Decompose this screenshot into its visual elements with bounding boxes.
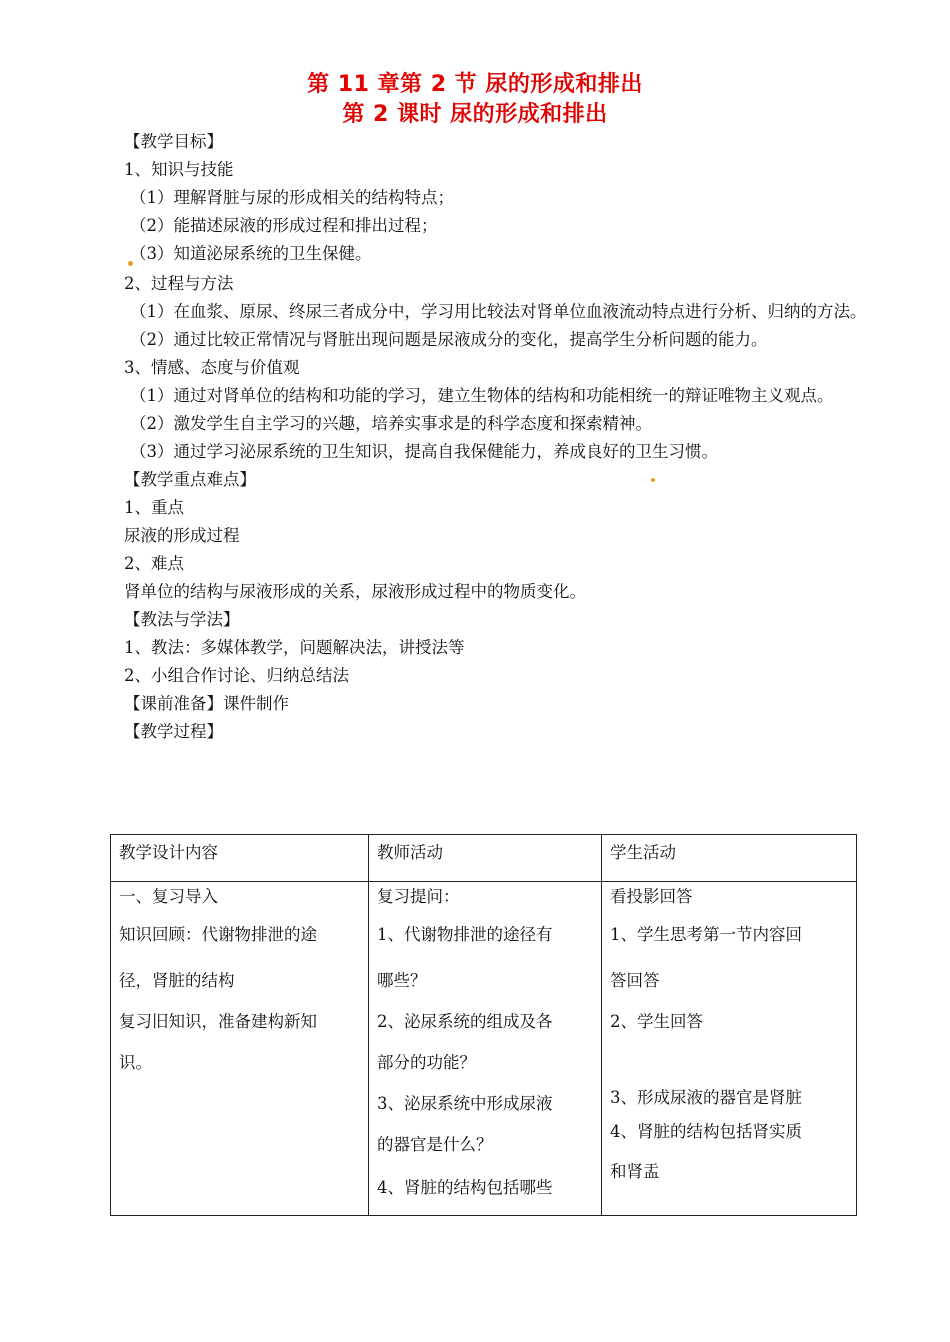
cell-line: 的器官是什么？ <box>377 1135 493 1154</box>
table-row <box>111 882 857 1216</box>
table-header-cell: 教学设计内容 <box>111 835 369 882</box>
section-heading: 【教法与学法】 <box>124 610 240 629</box>
cell-line: 1、学生思考第一节内容回 <box>610 925 802 944</box>
cell-line: 看投影回答 <box>610 887 693 906</box>
section-heading: 【教学过程】 <box>124 722 223 741</box>
subsection-heading: 2、过程与方法 <box>124 274 234 293</box>
list-item: 2、小组合作讨论、归纳总结法 <box>124 666 349 685</box>
cell-line: 2、泌尿系统的组成及各 <box>377 1012 553 1031</box>
cell-line: 4、肾脏的结构包括肾实质 <box>610 1122 802 1141</box>
list-item: （2）激发学生自主学习的兴趣，培养实事求是的科学态度和探索精神。 <box>130 414 652 433</box>
table-header-row <box>111 835 857 882</box>
table-header-cell: 学生活动 <box>602 835 857 882</box>
subsection-heading: 1、知识与技能 <box>124 160 234 179</box>
cell-line: 识。 <box>119 1053 152 1072</box>
teaching-process-table <box>110 834 857 1216</box>
cell-line: 一、复习导入 <box>119 887 218 906</box>
cell-line: 2、学生回答 <box>610 1012 703 1031</box>
subsection-heading: 2、难点 <box>124 554 184 573</box>
list-item: （2）能描述尿液的形成过程和排出过程； <box>130 216 438 235</box>
paragraph: 尿液的形成过程 <box>124 526 240 545</box>
cell-line: 复习旧知识，准备建构新知 <box>119 1012 317 1031</box>
table-cell-design <box>111 882 369 1216</box>
table-cell-student <box>602 882 857 1216</box>
page-title: 第 11 章第 2 节 尿的形成和排出 <box>307 72 643 97</box>
section-heading: 【教学重点难点】 <box>124 470 256 489</box>
section-heading: 【课前准备】课件制作 <box>124 694 289 713</box>
cell-line: 知识回顾：代谢物排泄的途 <box>119 925 317 944</box>
list-item: （1）在血浆、原尿、终尿三者成分中，学习用比较法对肾单位血液流动特点进行分析、归纳的方法。 <box>130 302 867 321</box>
cell-line: 4、肾脏的结构包括哪些 <box>377 1178 553 1197</box>
cell-line: 3、泌尿系统中形成尿液 <box>377 1094 553 1113</box>
cell-line: 3、形成尿液的器官是肾脏 <box>610 1088 802 1107</box>
list-item: （2）通过比较正常情况与肾脏出现问题是尿液成分的变化，提高学生分析问题的能力。 <box>130 330 768 349</box>
cell-line: 径，肾脏的结构 <box>119 971 235 990</box>
list-item: （3）通过学习泌尿系统的卫生知识，提高自我保健能力，养成良好的卫生习惯。 <box>130 442 718 461</box>
cell-line: 部分的功能？ <box>377 1053 476 1072</box>
table-header-cell: 教师活动 <box>369 835 602 882</box>
list-item: （1）通过对肾单位的结构和功能的学习，建立生物体的结构和功能相统一的辩证唯物主义观点。 <box>130 386 834 405</box>
document-body <box>124 128 867 746</box>
cell-line: 1、代谢物排泄的途径有 <box>377 925 553 944</box>
list-item: （3）知道泌尿系统的卫生保健。 <box>130 244 372 263</box>
subsection-heading: 1、重点 <box>124 498 184 517</box>
cell-line: 答回答 <box>610 971 660 990</box>
list-item: （1）理解肾脏与尿的形成相关的结构特点； <box>130 188 454 207</box>
cell-line: 复习提问： <box>377 887 460 906</box>
section-heading: 【教学目标】 <box>124 132 223 151</box>
page-subtitle: 第 2 课时 尿的形成和排出 <box>342 102 608 127</box>
cell-line: 和肾盂 <box>610 1162 660 1181</box>
list-item: 1、教法：多媒体教学，问题解决法，讲授法等 <box>124 638 465 657</box>
subsection-heading: 3、情感、态度与价值观 <box>124 358 300 377</box>
paragraph: 肾单位的结构与尿液形成的关系，尿液形成过程中的物质变化。 <box>124 582 586 601</box>
cell-line: 哪些？ <box>377 971 427 990</box>
table-cell-teacher <box>369 882 602 1216</box>
